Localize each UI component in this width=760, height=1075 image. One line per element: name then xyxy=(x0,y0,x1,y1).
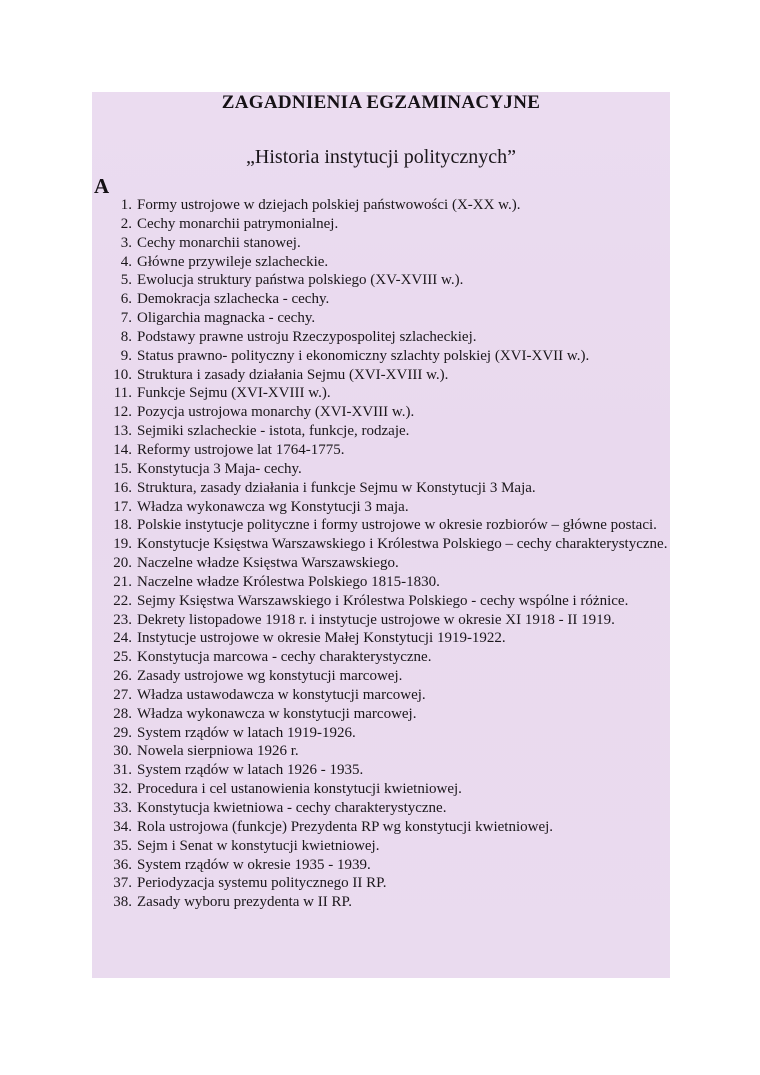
list-item xyxy=(110,196,670,215)
item-number: 32. xyxy=(113,781,132,798)
item-text: Demokracja szlachecka - cechy. xyxy=(137,291,330,308)
item-text: Naczelne władze Królestwa Polskiego 1815-1830. xyxy=(137,573,440,590)
item-text: Funkcje Sejmu (XVI-XVIII w.). xyxy=(137,385,331,402)
item-number: 38. xyxy=(113,894,132,911)
item-text: Naczelne władze Księstwa Warszawskiego. xyxy=(137,555,399,572)
item-number: 26. xyxy=(113,668,132,685)
item-text: Sejmiki szlacheckie - istota, funkcje, rodzaje. xyxy=(137,423,410,440)
item-number: 6. xyxy=(120,291,132,308)
item-text: Dekrety listopadowe 1918 r. i instytucje ustrojowe w okresie XI 1918 - II 1919. xyxy=(137,611,615,628)
item-number: 19. xyxy=(113,536,132,553)
item-text: Procedura i cel ustanowienia konstytucji kwietniowej. xyxy=(137,781,462,798)
document-title: ZAGADNIENIA EGZAMINACYJNE xyxy=(221,92,541,113)
list-item xyxy=(110,648,670,667)
item-number: 4. xyxy=(120,253,132,270)
list-item xyxy=(110,856,670,875)
item-text: Ewolucja struktury państwa polskiego (XV-XVIII w.). xyxy=(137,272,464,289)
list-item xyxy=(110,253,670,272)
item-number: 9. xyxy=(120,347,132,364)
list-item xyxy=(110,592,670,611)
item-number: 8. xyxy=(120,328,132,345)
item-text: Podstawy prawne ustroju Rzeczypospolitej szlacheckiej. xyxy=(137,328,477,345)
item-number: 21. xyxy=(113,573,132,590)
item-number: 31. xyxy=(113,762,132,779)
list-item xyxy=(110,667,670,686)
item-number: 12. xyxy=(113,404,132,421)
item-text: Konstytucja marcowa - cechy charakterystyczne. xyxy=(137,649,432,666)
item-text: Struktura, zasady działania i funkcje Sejmu w Konstytucji 3 Maja. xyxy=(137,479,536,496)
list-item xyxy=(110,573,670,592)
item-text: Władza wykonawcza wg Konstytucji 3 maja. xyxy=(137,498,409,515)
list-item xyxy=(110,705,670,724)
list-item xyxy=(110,328,670,347)
list-item xyxy=(110,422,670,441)
item-number: 16. xyxy=(113,479,132,496)
item-number: 5. xyxy=(120,272,132,289)
list-item xyxy=(110,535,670,554)
list-item xyxy=(110,234,670,253)
item-number: 13. xyxy=(113,423,132,440)
item-number: 37. xyxy=(113,875,132,892)
item-number: 33. xyxy=(113,800,132,816)
list-item xyxy=(110,611,670,630)
item-number: 27. xyxy=(113,686,132,703)
item-number: 36. xyxy=(113,856,132,873)
item-text: Polskie instytucje polityczne i formy ustrojowe w okresie rozbiorów – główne postaci. xyxy=(137,517,657,534)
item-text: Pozycja ustrojowa monarchy (XVI-XVIII w.). xyxy=(137,404,415,421)
list-item xyxy=(110,498,670,517)
item-number: 24. xyxy=(113,630,132,647)
list-item xyxy=(110,384,670,403)
item-number: 20. xyxy=(113,555,132,572)
list-item xyxy=(110,366,670,385)
list-item xyxy=(110,516,670,535)
list-item xyxy=(110,441,670,460)
list-item xyxy=(110,271,670,290)
item-text: Instytucje ustrojowe w okresie Małej Konstytucji 1919-1922. xyxy=(137,630,506,647)
item-text: Główne przywileje szlacheckie. xyxy=(137,253,329,270)
list-item xyxy=(110,837,670,856)
document-page xyxy=(92,92,670,978)
question-list xyxy=(110,196,670,912)
item-number: 22. xyxy=(113,592,132,609)
list-item xyxy=(110,893,670,912)
item-number: 2. xyxy=(120,215,132,232)
list-item xyxy=(110,686,670,705)
item-text: System rządów w okresie 1935 - 1939. xyxy=(137,856,371,873)
list-item xyxy=(110,780,670,799)
list-item xyxy=(110,347,670,366)
document-subtitle: „Historia instytucji politycznych” xyxy=(246,146,516,168)
item-text: Nowela sierpniowa 1926 r. xyxy=(137,743,299,760)
item-text: Struktura i zasady działania Sejmu (XVI-XVIII w.). xyxy=(137,366,449,383)
list-item xyxy=(110,290,670,309)
item-text: Zasady wyboru prezydenta w II RP. xyxy=(137,894,352,911)
item-number: 17. xyxy=(113,498,132,515)
list-item xyxy=(110,554,670,573)
item-number: 1. xyxy=(120,197,132,213)
item-number: 15. xyxy=(113,460,132,477)
item-number: 14. xyxy=(113,441,132,458)
item-number: 35. xyxy=(113,837,132,854)
item-text: Periodyzacja systemu politycznego II RP. xyxy=(137,875,387,892)
item-text: Status prawno- polityczny i ekonomiczny szlachty polskiej (XVI-XVII w.). xyxy=(137,347,590,364)
list-item xyxy=(110,742,670,761)
item-text: System rządów w latach 1919-1926. xyxy=(137,724,356,741)
item-number: 11. xyxy=(113,385,132,402)
item-text: Cechy monarchii stanowej. xyxy=(137,234,301,251)
list-item xyxy=(110,724,670,743)
item-number: 18. xyxy=(113,517,132,534)
item-text: Rola ustrojowa (funkcje) Prezydenta RP wg konstytucji kwietniowej. xyxy=(137,818,554,835)
item-text: Reformy ustrojowe lat 1764-1775. xyxy=(137,441,345,458)
item-text: Oligarchia magnacka - cechy. xyxy=(137,310,316,327)
item-number: 10. xyxy=(113,366,132,383)
list-item xyxy=(110,479,670,498)
item-text: Konstytucja 3 Maja- cechy. xyxy=(137,460,302,477)
list-item xyxy=(110,629,670,648)
list-item xyxy=(110,818,670,837)
list-item xyxy=(110,761,670,780)
list-item xyxy=(110,215,670,234)
item-number: 25. xyxy=(113,649,132,666)
item-number: 3. xyxy=(120,234,132,251)
item-number: 30. xyxy=(113,743,132,760)
item-text: Formy ustrojowe w dziejach polskiej państwowości (X-XX w.). xyxy=(137,197,521,213)
item-text: Zasady ustrojowe wg konstytucji marcowej. xyxy=(137,668,403,685)
item-text: Władza ustawodawcza w konstytucji marcowej. xyxy=(137,686,426,703)
item-text: Sejmy Księstwa Warszawskiego i Królestwa Polskiego - cechy wspólne i różnice. xyxy=(137,592,629,609)
item-number: 7. xyxy=(120,310,132,327)
list-item xyxy=(110,403,670,422)
list-item xyxy=(110,460,670,479)
item-text: Cechy monarchii patrymonialnej. xyxy=(137,215,339,232)
list-item xyxy=(110,874,670,893)
item-number: 34. xyxy=(113,818,132,835)
item-text: Konstytucja kwietniowa - cechy charakterystyczne. xyxy=(137,800,447,816)
list-item xyxy=(110,309,670,328)
item-text: Władza wykonawcza w konstytucji marcowej. xyxy=(137,705,417,722)
item-text: System rządów w latach 1926 - 1935. xyxy=(137,762,364,779)
list-item xyxy=(110,799,670,818)
item-text: Sejm i Senat w konstytucji kwietniowej. xyxy=(137,837,380,854)
item-number: 29. xyxy=(113,724,132,741)
item-number: 28. xyxy=(113,705,132,722)
section-letter: A xyxy=(94,174,110,198)
item-text: Konstytucje Księstwa Warszawskiego i Królestwa Polskiego – cechy charakterystyczne. xyxy=(137,536,668,553)
item-number: 23. xyxy=(113,611,132,628)
